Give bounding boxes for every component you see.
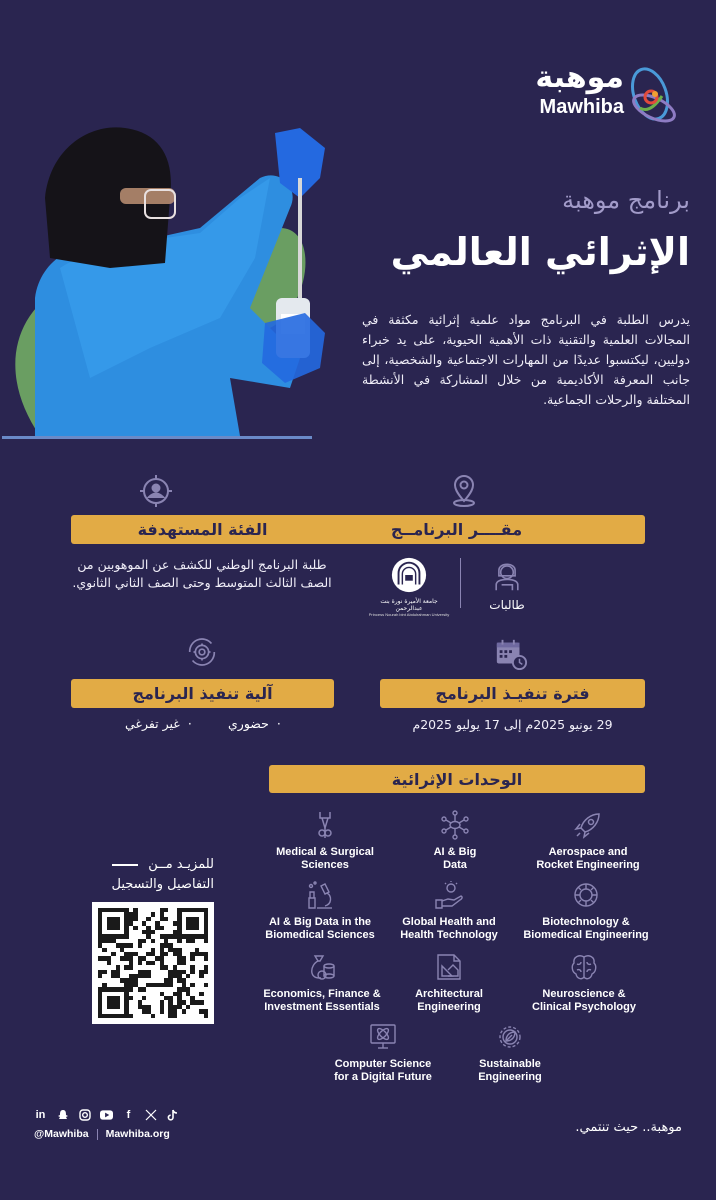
website-link[interactable]: Mawhiba.org xyxy=(105,1128,170,1140)
university-name-en: Princess Nourah bint Abdulrahman University xyxy=(368,612,450,617)
registration-qr-code[interactable] xyxy=(92,902,214,1024)
female-students-label: طالبات xyxy=(489,598,525,612)
unit-ai-big-data: AI & Big Data xyxy=(385,810,525,872)
hero-divider xyxy=(2,436,312,439)
register-line2: التفاصيل والتسجيل xyxy=(111,877,214,892)
biotech-icon xyxy=(571,880,601,910)
register-dash xyxy=(112,864,138,866)
target-user-icon xyxy=(138,473,174,509)
linkedin-icon[interactable]: in xyxy=(35,1108,46,1121)
hero-photo-scientist xyxy=(0,118,335,440)
rocket-icon xyxy=(573,810,603,840)
youtube-icon[interactable] xyxy=(100,1108,113,1121)
pnu-emblem-icon xyxy=(390,556,428,594)
calendar-clock-icon xyxy=(494,637,528,671)
female-students xyxy=(482,556,532,612)
logo-arabic: موهبة xyxy=(535,60,624,95)
microscope-icon xyxy=(305,880,335,910)
mechanism-header: آلية تنفيذ البرنامج xyxy=(71,679,334,708)
snapchat-icon[interactable] xyxy=(56,1108,69,1121)
unit-biotechnology: Biotechnology & Biomedical Engineering xyxy=(516,880,656,942)
social-handle[interactable]: @Mawhiba xyxy=(34,1128,89,1140)
facebook-icon[interactable]: f xyxy=(126,1108,131,1121)
unit-computer-science: Computer Science for a Digital Future xyxy=(313,1022,453,1084)
network-icon xyxy=(440,810,470,840)
unit-economics-finance: Economics, Finance & Investment Essentials xyxy=(252,952,392,1014)
mawhiba-emblem-icon xyxy=(626,64,682,130)
leaf-gear-icon xyxy=(495,1022,525,1052)
venue-header: مقــــر البرنامــج xyxy=(268,515,645,544)
units-header: الوحدات الإثرائية xyxy=(269,765,645,793)
unit-medical-surgical: Medical & Surgical Sciences xyxy=(255,810,395,872)
footer-divider xyxy=(97,1129,98,1140)
unit-architectural: Architectural Engineering xyxy=(379,952,519,1014)
program-intro: يدرس الطلبة في البرنامج مواد علمية إثرائية مكثفة في المجالات العلمية والتقنية ذات الأهمية الحيوية، على يد خبراء دوليين، ليكتسبوا عديدًا من المهارات الاجتماعية والشخصية، إلى جانب المعرفة الأكاديمية من خلال المشاركة في الأنشطة المختلفة والرحلات الجماعية. xyxy=(362,312,690,407)
venue-divider xyxy=(460,558,461,608)
unit-aerospace-rocket: Aerospace and Rocket Engineering xyxy=(518,810,658,872)
location-pin-icon xyxy=(446,473,482,509)
mechanism-item-label: غير تفرغي xyxy=(125,716,180,731)
period-dates: 29 يونيو 2025م إلى 17 يوليو 2025م xyxy=(412,717,613,732)
mechanism-item-non-fulltime: ·غير تفرغي xyxy=(125,716,192,731)
gear-cycle-icon xyxy=(185,635,219,669)
blueprint-icon xyxy=(434,952,464,982)
footer-handles xyxy=(34,1128,170,1140)
period-header: فترة تنفيـذ البرنامج xyxy=(380,679,645,708)
target-audience-header: الفئة المستهدفة xyxy=(71,515,334,544)
university-name-ar: جامعة الأميرة نورة بنت عبدالرحمن xyxy=(380,598,438,612)
register-callout xyxy=(80,855,214,895)
unit-neuroscience: Neuroscience & Clinical Psychology xyxy=(514,952,654,1014)
x-icon[interactable] xyxy=(144,1108,157,1121)
social-links xyxy=(34,1108,179,1121)
mawhiba-logo xyxy=(532,60,682,130)
target-audience-text: طلبة البرنامج الوطني للكشف عن الموهوبين من الصف الثالث المتوسط وحتى الصف الثاني الثانوي. xyxy=(72,557,332,590)
footer-tagline: موهبة.. حيث تنتمي. xyxy=(575,1120,682,1135)
mechanism-item-label: حضوري xyxy=(228,716,269,731)
logo-english: Mawhiba xyxy=(539,96,624,118)
computer-atom-icon xyxy=(368,1022,398,1052)
register-line1: للمزيـد مــن xyxy=(80,855,214,875)
brain-icon xyxy=(569,952,599,982)
university-logo xyxy=(368,556,450,617)
instagram-icon[interactable] xyxy=(78,1108,91,1121)
unit-global-health: Global Health and Health Technology xyxy=(379,880,519,942)
qr-pattern xyxy=(98,908,208,1018)
unit-sustainable: Sustainable Engineering xyxy=(440,1022,580,1084)
money-bag-icon xyxy=(307,952,337,982)
program-subtitle: برنامج موهبة xyxy=(562,186,690,214)
unit-ai-biomedical: AI & Big Data in the Biomedical Sciences xyxy=(250,880,390,942)
mechanism-item-in-person: ·حضوري xyxy=(228,716,281,731)
hand-lightbulb-icon xyxy=(434,880,464,910)
surgical-tools-icon xyxy=(310,810,340,840)
program-title: الإثرائي العالمي xyxy=(390,230,690,274)
tiktok-icon[interactable] xyxy=(166,1108,179,1121)
female-student-icon xyxy=(489,556,525,592)
